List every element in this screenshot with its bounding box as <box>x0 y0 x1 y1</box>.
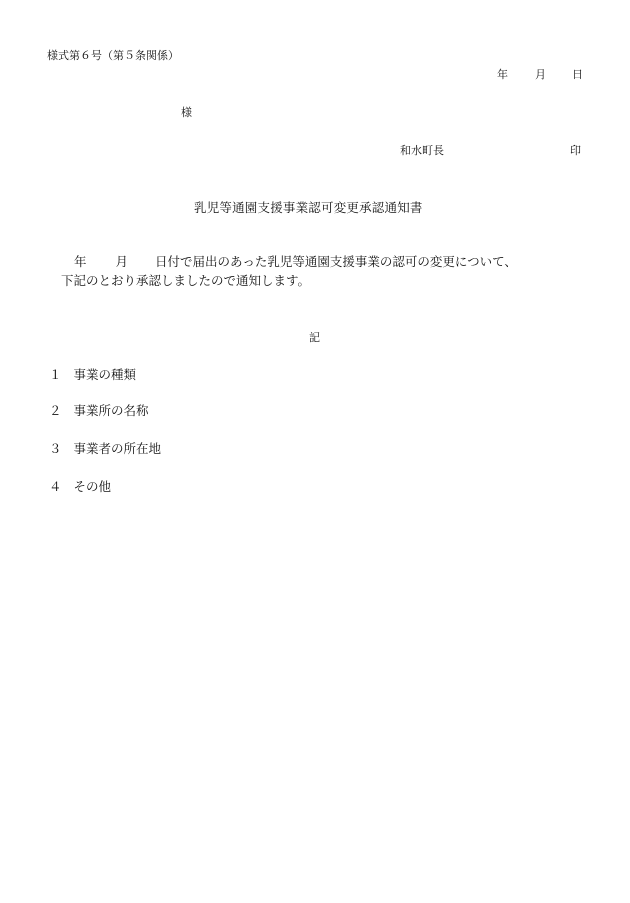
item-number: ４ <box>49 479 62 494</box>
body-text-line-1: 日付で届出のあった乳児等通園支援事業の認可の変更について、 <box>155 254 517 269</box>
body-month-label: 月 <box>115 254 129 269</box>
body-year-label: 年 <box>74 254 87 269</box>
item-number: １ <box>49 367 62 382</box>
body-line-1 <box>74 256 517 269</box>
item-label: その他 <box>73 479 112 494</box>
form-number: 様式第６号（第５条関係） <box>47 49 179 62</box>
list-item <box>49 405 149 418</box>
list-item <box>49 481 111 494</box>
ki-heading: 記 <box>309 331 320 344</box>
item-label: 事業者の所在地 <box>73 441 162 456</box>
list-item <box>49 369 136 382</box>
date-day-label: 日 <box>572 68 583 81</box>
seal-label: 印 <box>570 144 581 157</box>
body-line-2: 下記のとおり承認しましたので通知します。 <box>61 273 311 288</box>
item-number: ２ <box>49 403 62 418</box>
item-number: ３ <box>49 441 62 456</box>
sender-name: 和水町長 <box>400 144 444 157</box>
date-month-label: 月 <box>535 68 546 81</box>
addressee-honorific: 様 <box>181 106 192 119</box>
document-title: 乳児等通園支援事業認可変更承認通知書 <box>194 200 423 215</box>
date-year-label: 年 <box>497 68 508 81</box>
item-label: 事業の種類 <box>73 367 137 382</box>
item-label: 事業所の名称 <box>73 403 149 418</box>
list-item <box>49 443 161 456</box>
